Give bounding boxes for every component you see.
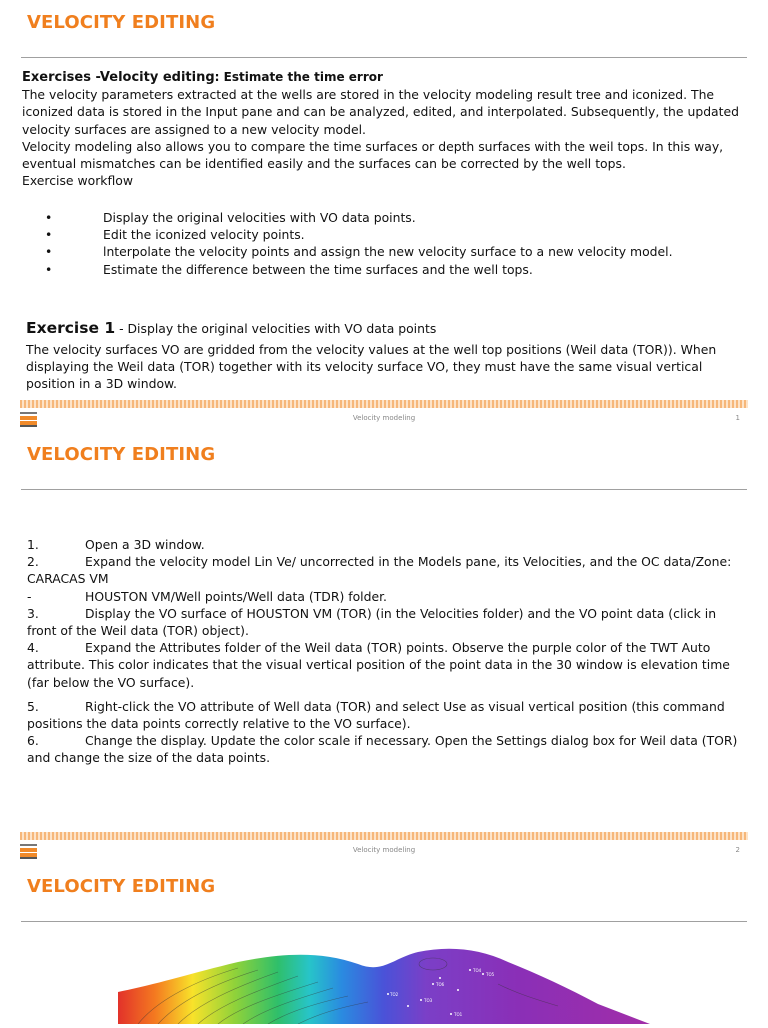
exercise-heading <box>22 68 742 86</box>
page-title: VELOCITY EDITING <box>27 12 216 33</box>
footer-text: Velocity modeling <box>352 414 416 422</box>
list-item-text: lnterpolate the velocity points and assign the new velocity surface to a new velocity model. <box>103 244 673 260</box>
step-item <box>27 605 743 639</box>
title-divider <box>21 489 747 490</box>
well-label: TO2 <box>390 992 399 997</box>
list-item <box>22 261 742 278</box>
exercise-1-subtitle: - Display the original velocities with VO data points <box>115 321 437 336</box>
step-number: 4. <box>27 640 39 656</box>
step-text: Expand the Attributes folder of the Weil data (TOR) points. Observe the purple color of the TWT Auto attribute. This color indicates that the visual vertical position of the point data in the 30 window is elevation time (far below the VO surface). <box>27 640 730 690</box>
paragraph: Exercise workflow <box>22 173 134 189</box>
document-page-3 <box>0 864 768 1024</box>
well-label: TO1 <box>454 1012 463 1017</box>
page-title: VELOCITY EDITING <box>27 876 216 897</box>
footer-band <box>20 832 748 840</box>
intro-block <box>22 68 742 189</box>
step-item <box>27 698 743 732</box>
step-item <box>27 536 743 553</box>
step-text: Right-click the VO attribute of Well data (TOR) and select Use as visual vertical position (this command positions the data points correctly relative to the VO surface). <box>27 698 725 732</box>
step-item <box>27 553 743 587</box>
paragraph: The velocity parameters extracted at the wells are stored in the velocity modeling result tree and iconized. The iconized data is stored in the Input pane and can be analyzed, edited, and interpolated. Subsequently, the updated velocity surfaces are assigned to a new velocity model. <box>22 87 739 137</box>
list-item-text: Estimate the difference between the time surfaces and the well tops. <box>103 261 533 277</box>
exercise-1-heading <box>26 320 746 337</box>
exercise-1-label: Exercise 1 <box>26 319 116 337</box>
list-item <box>22 226 742 243</box>
step-number: 1. <box>27 537 39 552</box>
bullet-icon: • <box>45 261 53 277</box>
list-item-text: Display the original velocities with VO data points. <box>103 210 416 225</box>
footer-text: Velocity modeling <box>352 846 416 854</box>
step-item <box>27 588 743 605</box>
step-number: 6. <box>27 733 39 749</box>
well-label: TO6 <box>436 982 445 987</box>
well-label: TO5 <box>486 972 495 977</box>
list-item <box>22 209 742 226</box>
exercise-1-body: The velocity surfaces VO are gridded from the velocity values at the well top positions (Weil data (TOR)). When displaying the Weil data (TOR) together with its velocity surface VO, they must have the same visual vertical position in a 3D window. <box>26 342 717 392</box>
step-number: 5. <box>27 698 39 714</box>
step-item <box>27 732 743 766</box>
exercise-heading-main: Exercises -Velocity editing <box>22 70 215 85</box>
workflow-list <box>22 209 742 278</box>
exercise-heading-sub: : Estimate the time error <box>214 70 383 84</box>
page-number: 2 <box>735 846 740 854</box>
step-text: Expand the velocity model Lin Ve/ uncorrected in the Models pane, its Velocities, and the OC data/Zone: CARACAS VM <box>27 554 732 587</box>
steps-list <box>27 536 743 767</box>
title-divider <box>21 921 747 922</box>
document-page-1 <box>0 0 768 432</box>
step-number: 3. <box>27 605 39 621</box>
step-text: Display the VO surface of HOUSTON VM (TOR) (in the Velocities folder) and the VO point data (click in front of the Weil data (TOR) object). <box>27 605 717 639</box>
bullet-icon: • <box>45 227 53 243</box>
velocity-surface-image <box>118 944 650 1024</box>
title-divider <box>21 57 747 58</box>
bullet-icon: • <box>45 210 53 225</box>
page-number: 1 <box>735 414 740 422</box>
bullet-icon: • <box>45 244 53 260</box>
well-label: TO4 <box>473 968 482 973</box>
step-text: HOUSTON VM/Well points/Well data (TDR) folder. <box>85 588 387 604</box>
page-title: VELOCITY EDITING <box>27 444 216 465</box>
velocity-surface-figure <box>118 944 650 1024</box>
document-page-2 <box>0 432 768 864</box>
step-number: 2. <box>27 554 39 570</box>
well-label: TO3 <box>424 998 433 1003</box>
list-item <box>22 243 742 260</box>
step-text: Change the display. Update the color scale if necessary. Open the Settings dialog box for Weil data (TOR) and change the size of the data points. <box>27 733 738 766</box>
step-number: - <box>27 588 32 604</box>
footer-band <box>20 400 748 408</box>
list-item-text: Edit the iconized velocity points. <box>103 227 305 243</box>
step-text: Open a 3D window. <box>85 537 205 552</box>
step-item <box>27 639 743 691</box>
paragraph: Velocity modeling also allows you to compare the time surfaces or depth surfaces with the weil tops. In this way, eventual mismatches can be identified easily and the surfaces can be corrected by the well tops. <box>22 138 724 172</box>
